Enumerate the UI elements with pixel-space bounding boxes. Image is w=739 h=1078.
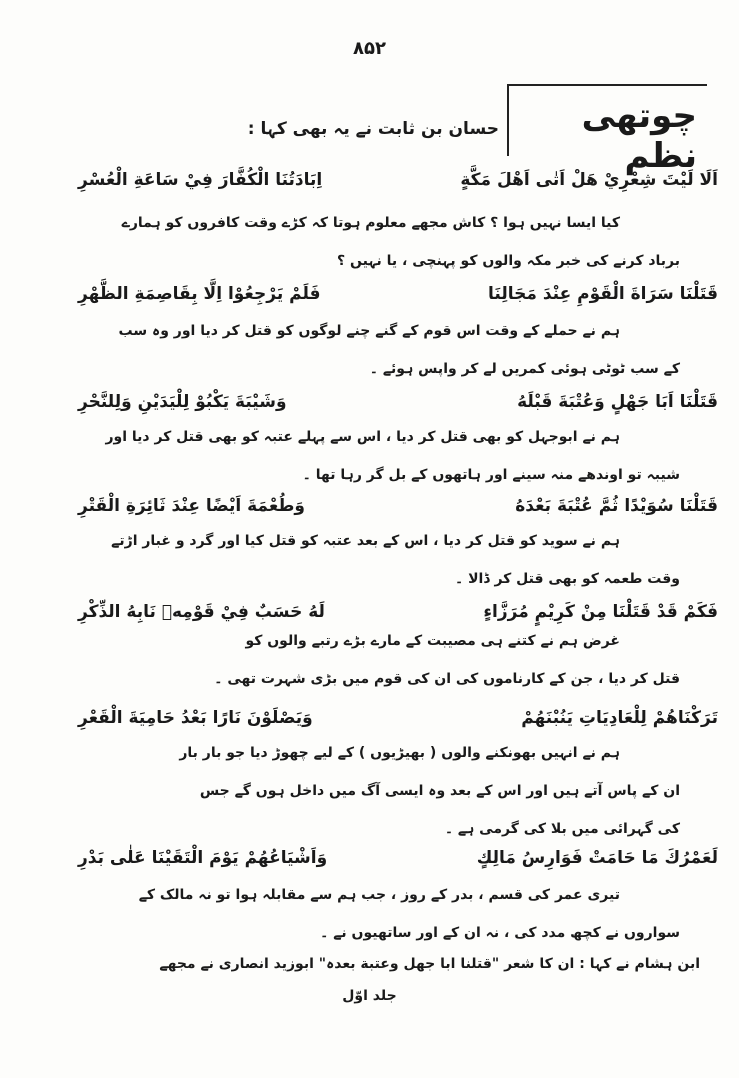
hemistich: اِبَادَتُنَا الْكُفَّارَ فِيْ سَاعَةِ الْعُسْرِ bbox=[78, 170, 323, 190]
translation-line: ان کے پاس آتے ہیں اور اس کے بعد وہ ایسی آگ میں داخل ہوں گے جس bbox=[199, 783, 680, 799]
couplet-6 bbox=[78, 700, 718, 736]
poem-title: چوتھی نظم bbox=[581, 96, 697, 176]
hemistich: وَاَشْيَاعُهُمْ يَوْمَ الْتَقَيْنَا عَلٰى بَدْرِ bbox=[78, 848, 328, 868]
translation-line: ہم نے حملے کے وقت اس قوم کے گنے چنے لوگوں کو قتل کر دیا اور وہ سب bbox=[118, 323, 620, 339]
hemistich: قَتَلْنَا سَرَاةَ الْقَوْمِ عِنْدَ مَجَالِنَا bbox=[488, 284, 718, 304]
couplet-4 bbox=[78, 488, 718, 524]
translation-line: کی گہرائی میں بلا کی گرمی ہے ۔ bbox=[444, 821, 680, 837]
translation-line: ہم نے انہیں بھونکنے والوں ( بھیڑیوں ) کے لیے چھوڑ دیا جو بار بار bbox=[179, 745, 620, 761]
translation-line: شیبہ تو اوندھے منہ سینے اور ہاتھوں کے بل گر رہا تھا ۔ bbox=[302, 467, 680, 483]
translation-1 bbox=[100, 204, 680, 280]
hemistich: لَهُ حَسَبٌ فِيْ قَوْمِهٖ نَابِهُ الذِّكْرِ bbox=[78, 602, 325, 622]
translation-5 bbox=[100, 622, 680, 698]
editor-note: ابن ہشام نے کہا : ان کا شعر "قتلنا ابا جھل وعتبة بعدہ" ابوزید انصاری نے مجھے bbox=[159, 956, 700, 972]
poem-heading-box bbox=[507, 84, 707, 176]
translation-7 bbox=[100, 876, 680, 952]
translation-line: سواروں نے کچھ مدد کی ، نہ ان کے اور ساتھیوں نے ۔ bbox=[320, 925, 680, 941]
translation-line: وقت طعمہ کو بھی قتل کر ڈالا ۔ bbox=[455, 571, 680, 587]
hemistich: وَطُعْمَةَ اَيْضًا عِنْدَ ثَائِرَةِ الْقَتْرِ bbox=[78, 496, 305, 516]
hemistich: فَكَمْ قَدْ قَتَلْنَا مِنْ كَرِيْمٍ مُرَزَّاءٍ bbox=[483, 602, 718, 622]
translation-line: برباد کرنے کی خبر مکہ والوں کو پہنچی ، یا نہیں ؟ bbox=[337, 253, 680, 269]
hemistich: فَلَمْ يَرْجِعُوْا اِلَّا بِقَاصِمَةِ الظَّهْرِ bbox=[78, 284, 321, 304]
couplet-1 bbox=[78, 162, 718, 198]
translation-6 bbox=[100, 734, 680, 848]
translation-line: کیا ایسا نہیں ہوا ؟ کاش مجھے معلوم ہوتا کہ کڑے وقت کافروں کو ہمارے bbox=[121, 215, 620, 231]
translation-2 bbox=[100, 312, 680, 388]
hemistich: اَلَا لَيْتَ شِعْرِيْ هَلْ اَتٰى اَهْلَ مَكَّةٍ bbox=[460, 170, 718, 190]
hemistich: تَرَكْنَاهُمْ لِلْعَادِيَاتِ يَنُبْنَهُمْ bbox=[521, 708, 718, 728]
couplet-2 bbox=[78, 276, 718, 312]
volume-footer: جلد اوّل bbox=[342, 988, 397, 1004]
translation-line: تیری عمر کی قسم ، بدر کے روز ، جب ہم سے مقابلہ ہوا تو نہ مالک کے bbox=[138, 887, 620, 903]
translation-line: غرض ہم نے کتنے ہی مصیبت کے مارے بڑے رتبے والوں کو bbox=[245, 633, 620, 649]
translation-4 bbox=[100, 522, 680, 598]
hemistich: لَعَمْرُكَ مَا حَامَتْ فَوَارِسُ مَالِكٍ bbox=[476, 848, 718, 868]
hemistich: قَتَلْنَا اَبَا جَهْلٍ وَعُتْبَةَ قَبْلَهُ bbox=[517, 392, 718, 412]
translation-line: کے سب ٹوٹی ہوئی کمریں لے کر واپس ہوئے ۔ bbox=[369, 361, 680, 377]
translation-3 bbox=[100, 418, 680, 494]
translation-line: ہم نے سوید کو قتل کر دیا ، اس کے بعد عتبہ کو قتل کیا اور گرد و غبار اڑتے bbox=[111, 533, 620, 549]
hemistich: وَشَيْبَةَ يَكْبُوْ لِلْيَدَيْنِ وَلِلنَّحْرِ bbox=[78, 392, 287, 412]
translation-line: قتل کر دیا ، جن کے کارناموں کی ان کی قوم میں بڑی شہرت تھی ۔ bbox=[214, 671, 680, 687]
couplet-7 bbox=[78, 840, 718, 876]
page-number: ۸۵۲ bbox=[353, 38, 386, 59]
translation-line: ہم نے ابوجہل کو بھی قتل کر دیا ، اس سے پہلے عتبہ کو بھی قتل کر دیا اور bbox=[105, 429, 620, 445]
couplet-3 bbox=[78, 384, 718, 420]
poem-intro: حسان بن ثابت نے یہ بھی کہا : bbox=[247, 119, 499, 139]
hemistich: وَيَصْلَوْنَ نَارًا بَعْدُ حَامِيَةَ الْقَعْرِ bbox=[78, 708, 313, 728]
hemistich: قَتَلْنَا سُوَيْدًا ثُمَّ عُتْبَةَ بَعْدَهُ bbox=[515, 496, 718, 516]
